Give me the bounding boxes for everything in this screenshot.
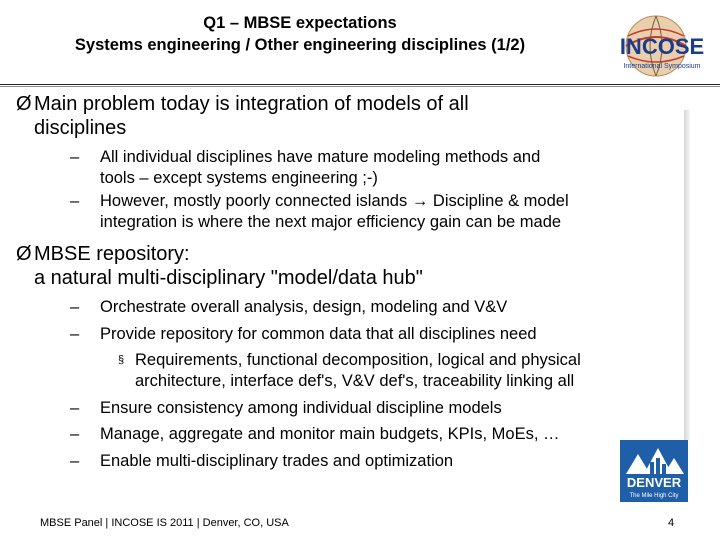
slide-footer: MBSE Panel | INCOSE IS 2011 | Denver, CO, USA [40,517,289,529]
sub-sub-bullet-requirements [118,350,695,392]
sub-sub-bullet-line: Requirements, functional decomposition, logical and physical [135,351,581,369]
title-divider [0,84,720,85]
sub-bullet-line: All individual disciplines have mature modeling methods and [100,148,541,166]
dash-bullet-icon: – [70,192,80,210]
bullet-main-problem [16,92,654,140]
sub-bullet-enable-trades [70,451,690,472]
dash-bullet-icon: – [70,148,80,166]
sub-bullet-ensure-consistency [70,398,690,419]
sub-bullet-line: integration is where the next major efficiency gain can be made [100,213,562,231]
incose-logo-text: INCOSE [619,34,705,59]
slide-title-line2: Systems engineering / Other engineering disciplines (1/2) [74,36,526,54]
bullet-text-line: disciplines [34,117,127,139]
sub-bullet-line: Ensure consistency among individual discipline models [100,399,502,417]
sub-bullet-manage-budgets [70,424,690,445]
sub-bullet-line: Manage, aggregate and monitor main budgets, KPIs, MoEs, … [100,425,560,443]
incose-logo [608,8,716,80]
denver-logo-text: DENVER [626,475,682,490]
sub-bullet-provide-repository [70,324,690,345]
bullet-mbse-repository [16,242,654,290]
dash-bullet-icon: – [70,399,80,417]
sub-bullet-line: However, mostly poorly connected islands → Discipline & model [100,192,569,210]
square-bullet-icon: § [118,354,125,366]
bullet-text-line: MBSE repository: [34,243,190,265]
page-number: 4 [668,517,675,529]
denver-logo-subtext: The Mile High City [629,493,679,499]
sub-bullet-line: Enable multi-disciplinary trades and optimization [100,452,454,470]
dash-bullet-icon: – [70,325,80,343]
sub-bullet-mature-methods [70,147,690,189]
arrow-bullet-icon: Ø [16,93,32,115]
sub-bullet-orchestrate [70,297,690,318]
incose-logo-subtext: International Symposium [623,63,701,70]
bullet-text-line: Main problem today is integration of models of all [34,93,469,115]
dash-bullet-icon: – [70,452,80,470]
denver-logo [620,440,688,502]
sub-bullet-line: tools – except systems engineering ;-) [100,169,378,187]
dash-bullet-icon: – [70,425,80,443]
sub-sub-bullet-line: architecture, interface def's, V&V def's, traceability linking all [135,372,575,390]
arrow-bullet-icon: Ø [16,243,32,265]
slide-title-line1: Q1 – MBSE expectations [203,14,397,32]
sub-bullet-line: Orchestrate overall analysis, design, modeling and V&V [100,298,508,316]
title-divider-shadow [0,86,720,87]
slide-title [10,12,590,56]
dash-bullet-icon: – [70,298,80,316]
bullet-text-line: a natural multi-disciplinary "model/data hub" [34,267,423,289]
sub-bullet-line: Provide repository for common data that all disciplines need [100,325,537,343]
sub-bullet-poorly-connected [70,191,690,233]
